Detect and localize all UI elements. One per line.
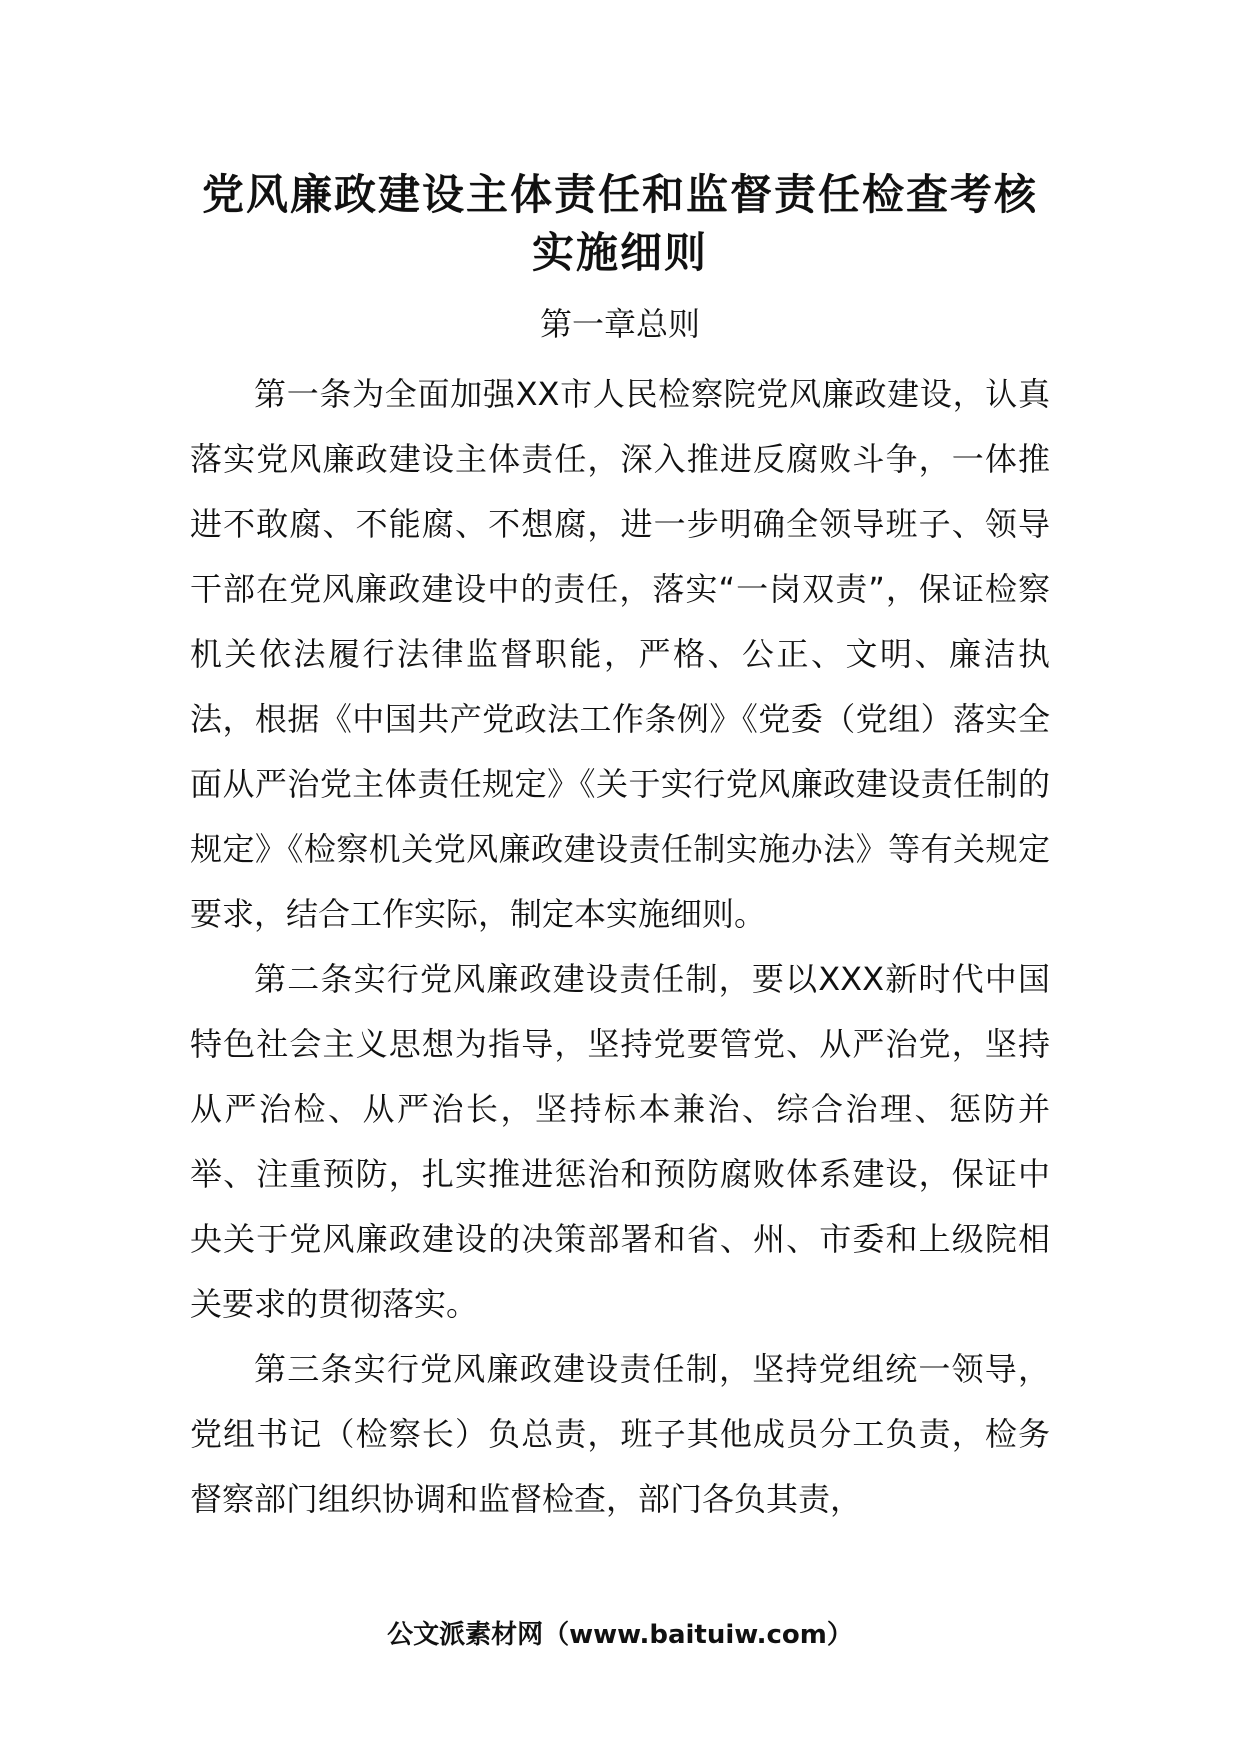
chapter-heading: 第一章总则 [539, 305, 700, 343]
document-title: 党风廉政建设主体责任和监督责任检查考核实施细则 [201, 170, 1038, 277]
paragraph-article-3: 第三条实行党风廉政建设责任制，坚持党组统一领导，党组书记（检察长）负总责，班子其他成员分工负责，检务督察部门组织协调和监督检查，部门各负其责， [190, 1350, 1050, 1518]
paragraph-article-1: 第一条为全面加强XX市人民检察院党风廉政建设，认真落实党风廉政建设主体责任，深入推进反腐败斗争，一体推进不敢腐、不能腐、不想腐，进一步明确全领导班子、领导干部在党风廉政建设中的责任，落实“一岗双责”，保证检察机关依法履行法律监督职能，严格、公正、文明、廉洁执法，根据《中国共产党政法工作条例》《党委（党组）落实全面从严治党主体责任规定》《关于实行党风廉政建设责任制的规定》《检察机关党风廉政建设责任制实施办法》等有关规定要求，结合工作实际，制定本实施细则。 [190, 375, 1050, 933]
document-body [190, 362, 1050, 1532]
paragraph-article-2: 第二条实行党风廉政建设责任制，要以XXX新时代中国特色社会主义思想为指导，坚持党要管党、从严治党，坚持从严治检、从严治长，坚持标本兼治、综合治理、惩防并举、注重预防，扎实推进惩治和预防腐败体系建设，保证中央关于党风廉政建设的决策部署和省、州、市委和上级院相关要求的贯彻落实。 [190, 960, 1050, 1323]
page-footer: 公文派素材网（www.baituiw.com） [387, 1620, 853, 1650]
